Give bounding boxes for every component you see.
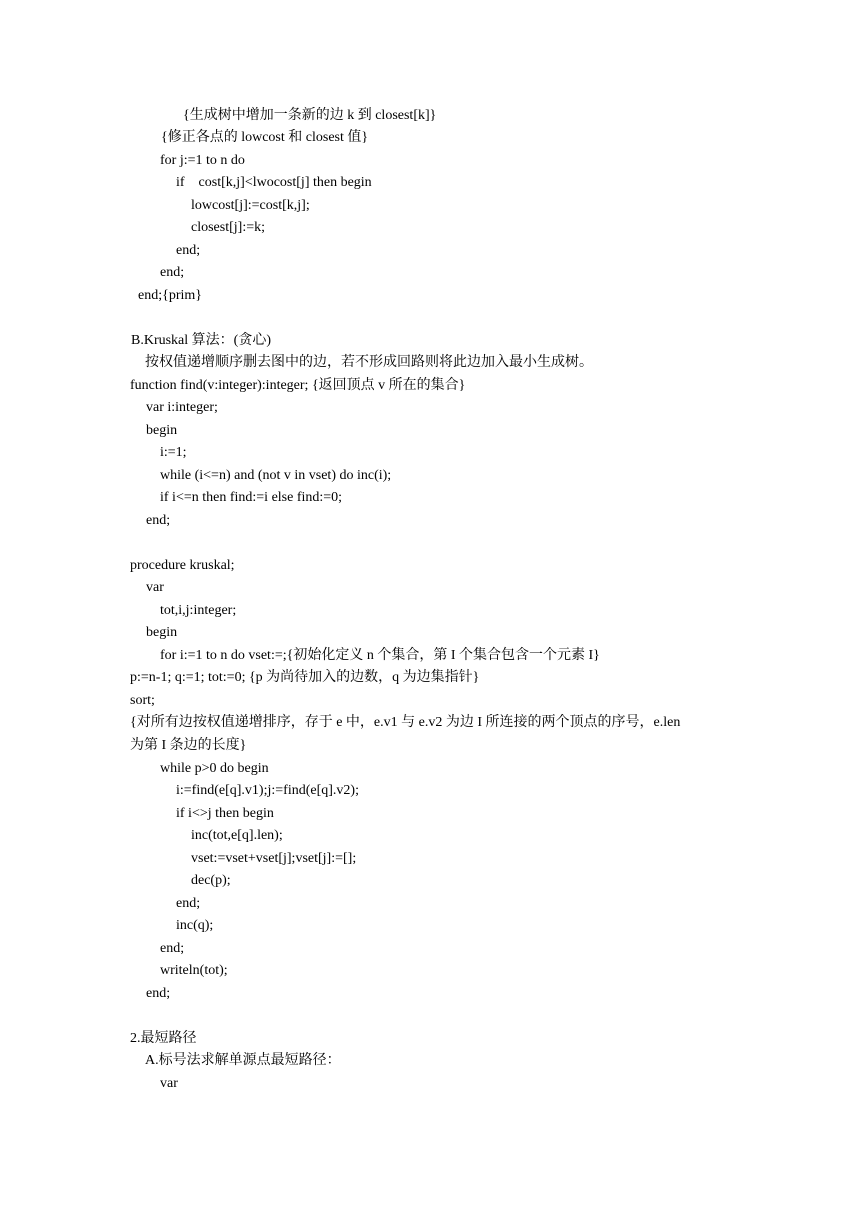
code-line: for i:=1 to n do vset:=;{初始化定义 n 个集合，第 I 个集合包含一个元素 I} xyxy=(160,648,600,663)
code-line: if i<>j then begin xyxy=(176,806,274,821)
code-line: if cost[k,j]<lwocost[j] then begin xyxy=(176,175,372,190)
code-line: for j:=1 to n do xyxy=(160,153,245,168)
code-line: vset:=vset+vset[j];vset[j]:=[]; xyxy=(191,851,357,866)
code-line: dec(p); xyxy=(191,873,231,888)
code-line: var i:integer; xyxy=(146,400,218,415)
section-heading: B.Kruskal 算法：(贪心) xyxy=(131,333,271,348)
text-line: 按权值递增顺序删去图中的边，若不形成回路则将此边加入最小生成树。 xyxy=(145,355,593,370)
code-line: while (i<=n) and (not v in vset) do inc(i); xyxy=(160,468,392,483)
code-line: end; xyxy=(146,986,171,1001)
code-line: i:=1; xyxy=(160,445,187,460)
code-line: lowcost[j]:=cost[k,j]; xyxy=(191,198,310,213)
code-line: end; xyxy=(146,513,171,528)
section-heading: 2.最短路径 xyxy=(130,1031,197,1046)
code-line: writeln(tot); xyxy=(160,963,228,978)
code-line: end; xyxy=(160,941,185,956)
code-line: var xyxy=(160,1076,178,1091)
text-line: {对所有边按权值递增排序，存于 e 中，e.v1 与 e.v2 为边 I 所连接的两个顶点的序号，e.len xyxy=(130,715,681,730)
code-line: begin xyxy=(146,423,178,438)
code-line: inc(q); xyxy=(176,918,214,933)
text-line: {生成树中增加一条新的边 k 到 closest[k]} xyxy=(183,108,437,123)
code-line: end; xyxy=(176,896,201,911)
code-line: end;{prim} xyxy=(138,288,202,303)
code-line: end; xyxy=(176,243,201,258)
code-line: tot,i,j:integer; xyxy=(160,603,237,618)
code-line: if i<=n then find:=i else find:=0; xyxy=(160,490,343,505)
code-line: begin xyxy=(146,625,178,640)
code-line: function find(v:integer):integer; {返回顶点 v 所在的集合} xyxy=(130,378,466,393)
code-line: end; xyxy=(160,265,185,280)
text-line: 为第 I 条边的长度} xyxy=(130,738,247,753)
code-line: closest[j]:=k; xyxy=(191,220,265,235)
code-line: p:=n-1; q:=1; tot:=0; {p 为尚待加入的边数，q 为边集指针} xyxy=(130,670,480,685)
text-line: {修正各点的 lowcost 和 closest 值} xyxy=(161,130,369,145)
code-line: while p>0 do begin xyxy=(160,761,269,776)
code-line: i:=find(e[q].v1);j:=find(e[q].v2); xyxy=(176,783,359,798)
code-line: sort; xyxy=(130,693,155,708)
code-line: var xyxy=(146,580,164,595)
code-line: procedure kruskal; xyxy=(130,558,235,573)
subsection-heading: A.标号法求解单源点最短路径： xyxy=(145,1053,341,1068)
code-line: inc(tot,e[q].len); xyxy=(191,828,283,843)
